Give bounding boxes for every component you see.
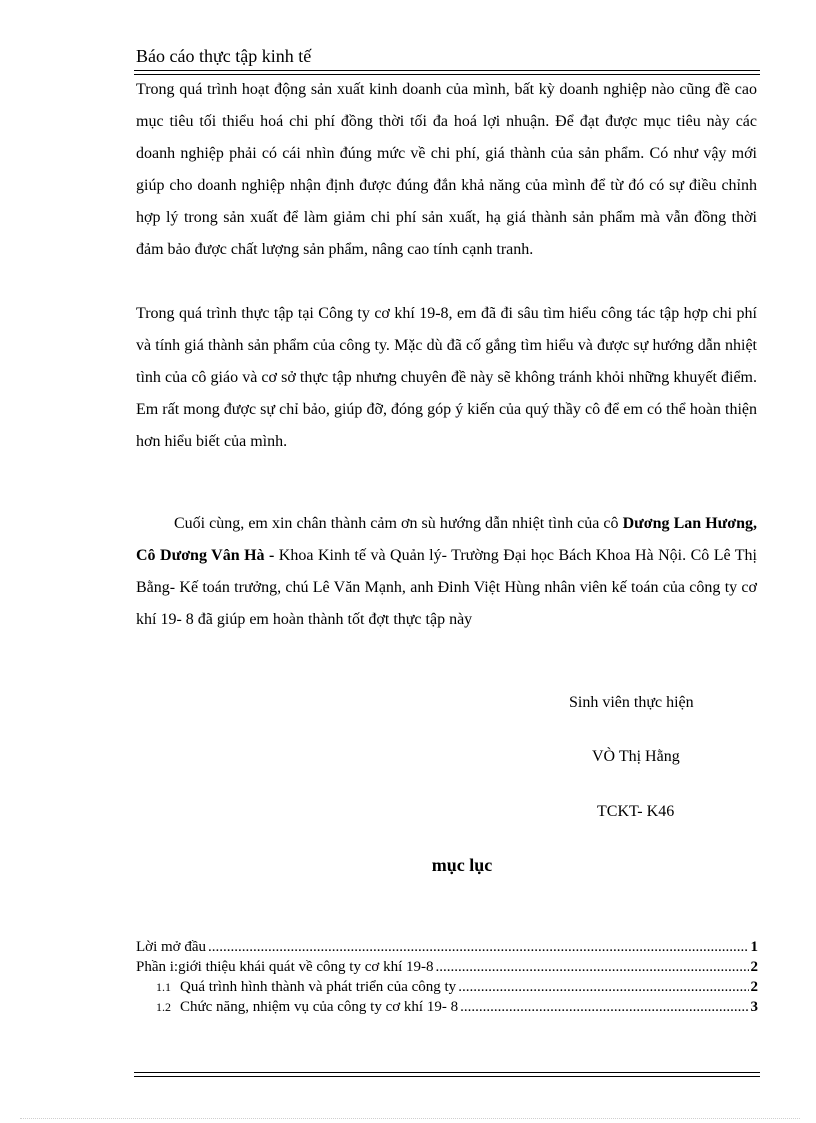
- toc-entry-page: 2: [750, 979, 758, 995]
- thanks-text: [136, 508, 757, 636]
- signature-role: Sinh viên thực hiện: [569, 694, 694, 711]
- paragraph-text: Trong quá trình hoạt động sản xuất kinh doanh của mình, bất kỳ doanh nghiệp nào cũng đề cao mục tiêu tối thiểu hoá chi phí đồng thời tối đa hoá lợi nhuận. Để đạt được mục tiêu này các doanh nghiệp phải có cái nhìn đúng mức về chi phí, giá thành của sản phẩm. Có như vậy mới giúp cho doanh nghiệp nhận định được đúng đắn khả năng của mình để từ đó có sự điều chỉnh hợp lý trong sản xuất để làm giảm chi phí sản xuất, hạ giá thành sản phẩm mà vẫn đồng thời đảm bảo được chất lượng sản phẩm, nâng cao tính cạnh tranh.: [136, 81, 757, 258]
- toc-entry[interactable]: [136, 957, 758, 977]
- toc-leader: [458, 977, 748, 997]
- toc-entry-number: 1.2: [156, 1000, 171, 1014]
- toc-entry-page: 2: [750, 959, 758, 975]
- running-header: Báo cáo thực tập kinh tế: [136, 46, 312, 66]
- paragraph-internship: [136, 298, 757, 458]
- signature-name: VÒ Thị Hằng: [592, 748, 680, 765]
- table-of-contents: [136, 937, 758, 1017]
- toc-title: mục lục: [431, 855, 493, 875]
- toc-leader: [435, 957, 748, 977]
- toc-entry[interactable]: [136, 977, 758, 997]
- signature-class: TCKT- K46: [597, 803, 675, 820]
- toc-entry[interactable]: [136, 937, 758, 957]
- toc-entry-label: Phần i:giới thiệu khái quát về công ty cơ khí 19-8: [136, 959, 434, 975]
- toc-entry-page: 3: [750, 999, 758, 1015]
- toc-entry-page: 1: [750, 939, 758, 955]
- toc-leader: [460, 997, 748, 1017]
- thanks-names: Dương Lan Hương, Cô Dương Vân Hà -: [136, 515, 757, 564]
- thanks-intro: Cuối cùng, em xin chân thành cảm ơn sù hướng dẫn nhiệt tình của cô: [174, 515, 619, 532]
- toc-entry[interactable]: [136, 997, 758, 1017]
- paragraph-thanks: [136, 508, 757, 636]
- paragraph-text: Trong quá trình thực tập tại Công ty cơ khí 19-8, em đã đi sâu tìm hiểu công tác tập hợp chi phí và tính giá thành sản phẩm của công ty. Mặc dù đã cố gắng tìm hiểu và được sự hướng dẫn nhiệt tình của cô giáo và cơ sở thực tập nhưng chuyên đề này sẽ không tránh khỏi những khuyết điểm. Em rất mong được sự chỉ bảo, giúp đỡ, đóng góp ý kiến của quý thầy cô để em có thể hoàn thiện hơn hiểu biết của mình.: [136, 305, 757, 450]
- paragraph-intro: [136, 74, 757, 266]
- page-edge-dotted-line: [20, 1118, 800, 1119]
- toc-entry-label: Chức năng, nhiệm vụ của công ty cơ khí 19- 8: [180, 999, 459, 1015]
- footer-rule: [134, 1072, 760, 1077]
- toc-entry-label: Quá trình hình thành và phát triển của công ty: [180, 979, 457, 995]
- toc-entry-number: 1.1: [156, 980, 171, 994]
- thanks-rest: Khoa Kinh tế và Quản lý- Trường Đại học Bách Khoa Hà Nội. Cô Lê Thị Bằng- Kế toán trưởng, chú Lê Văn Mạnh, anh Đinh Việt Hùng nhân viên kế toán của công ty cơ khí 19- 8 đã giúp em hoàn thành tốt đợt thực tập này: [136, 547, 757, 628]
- toc-leader: [208, 937, 748, 957]
- toc-entry-label: Lời mở đầu: [136, 939, 207, 955]
